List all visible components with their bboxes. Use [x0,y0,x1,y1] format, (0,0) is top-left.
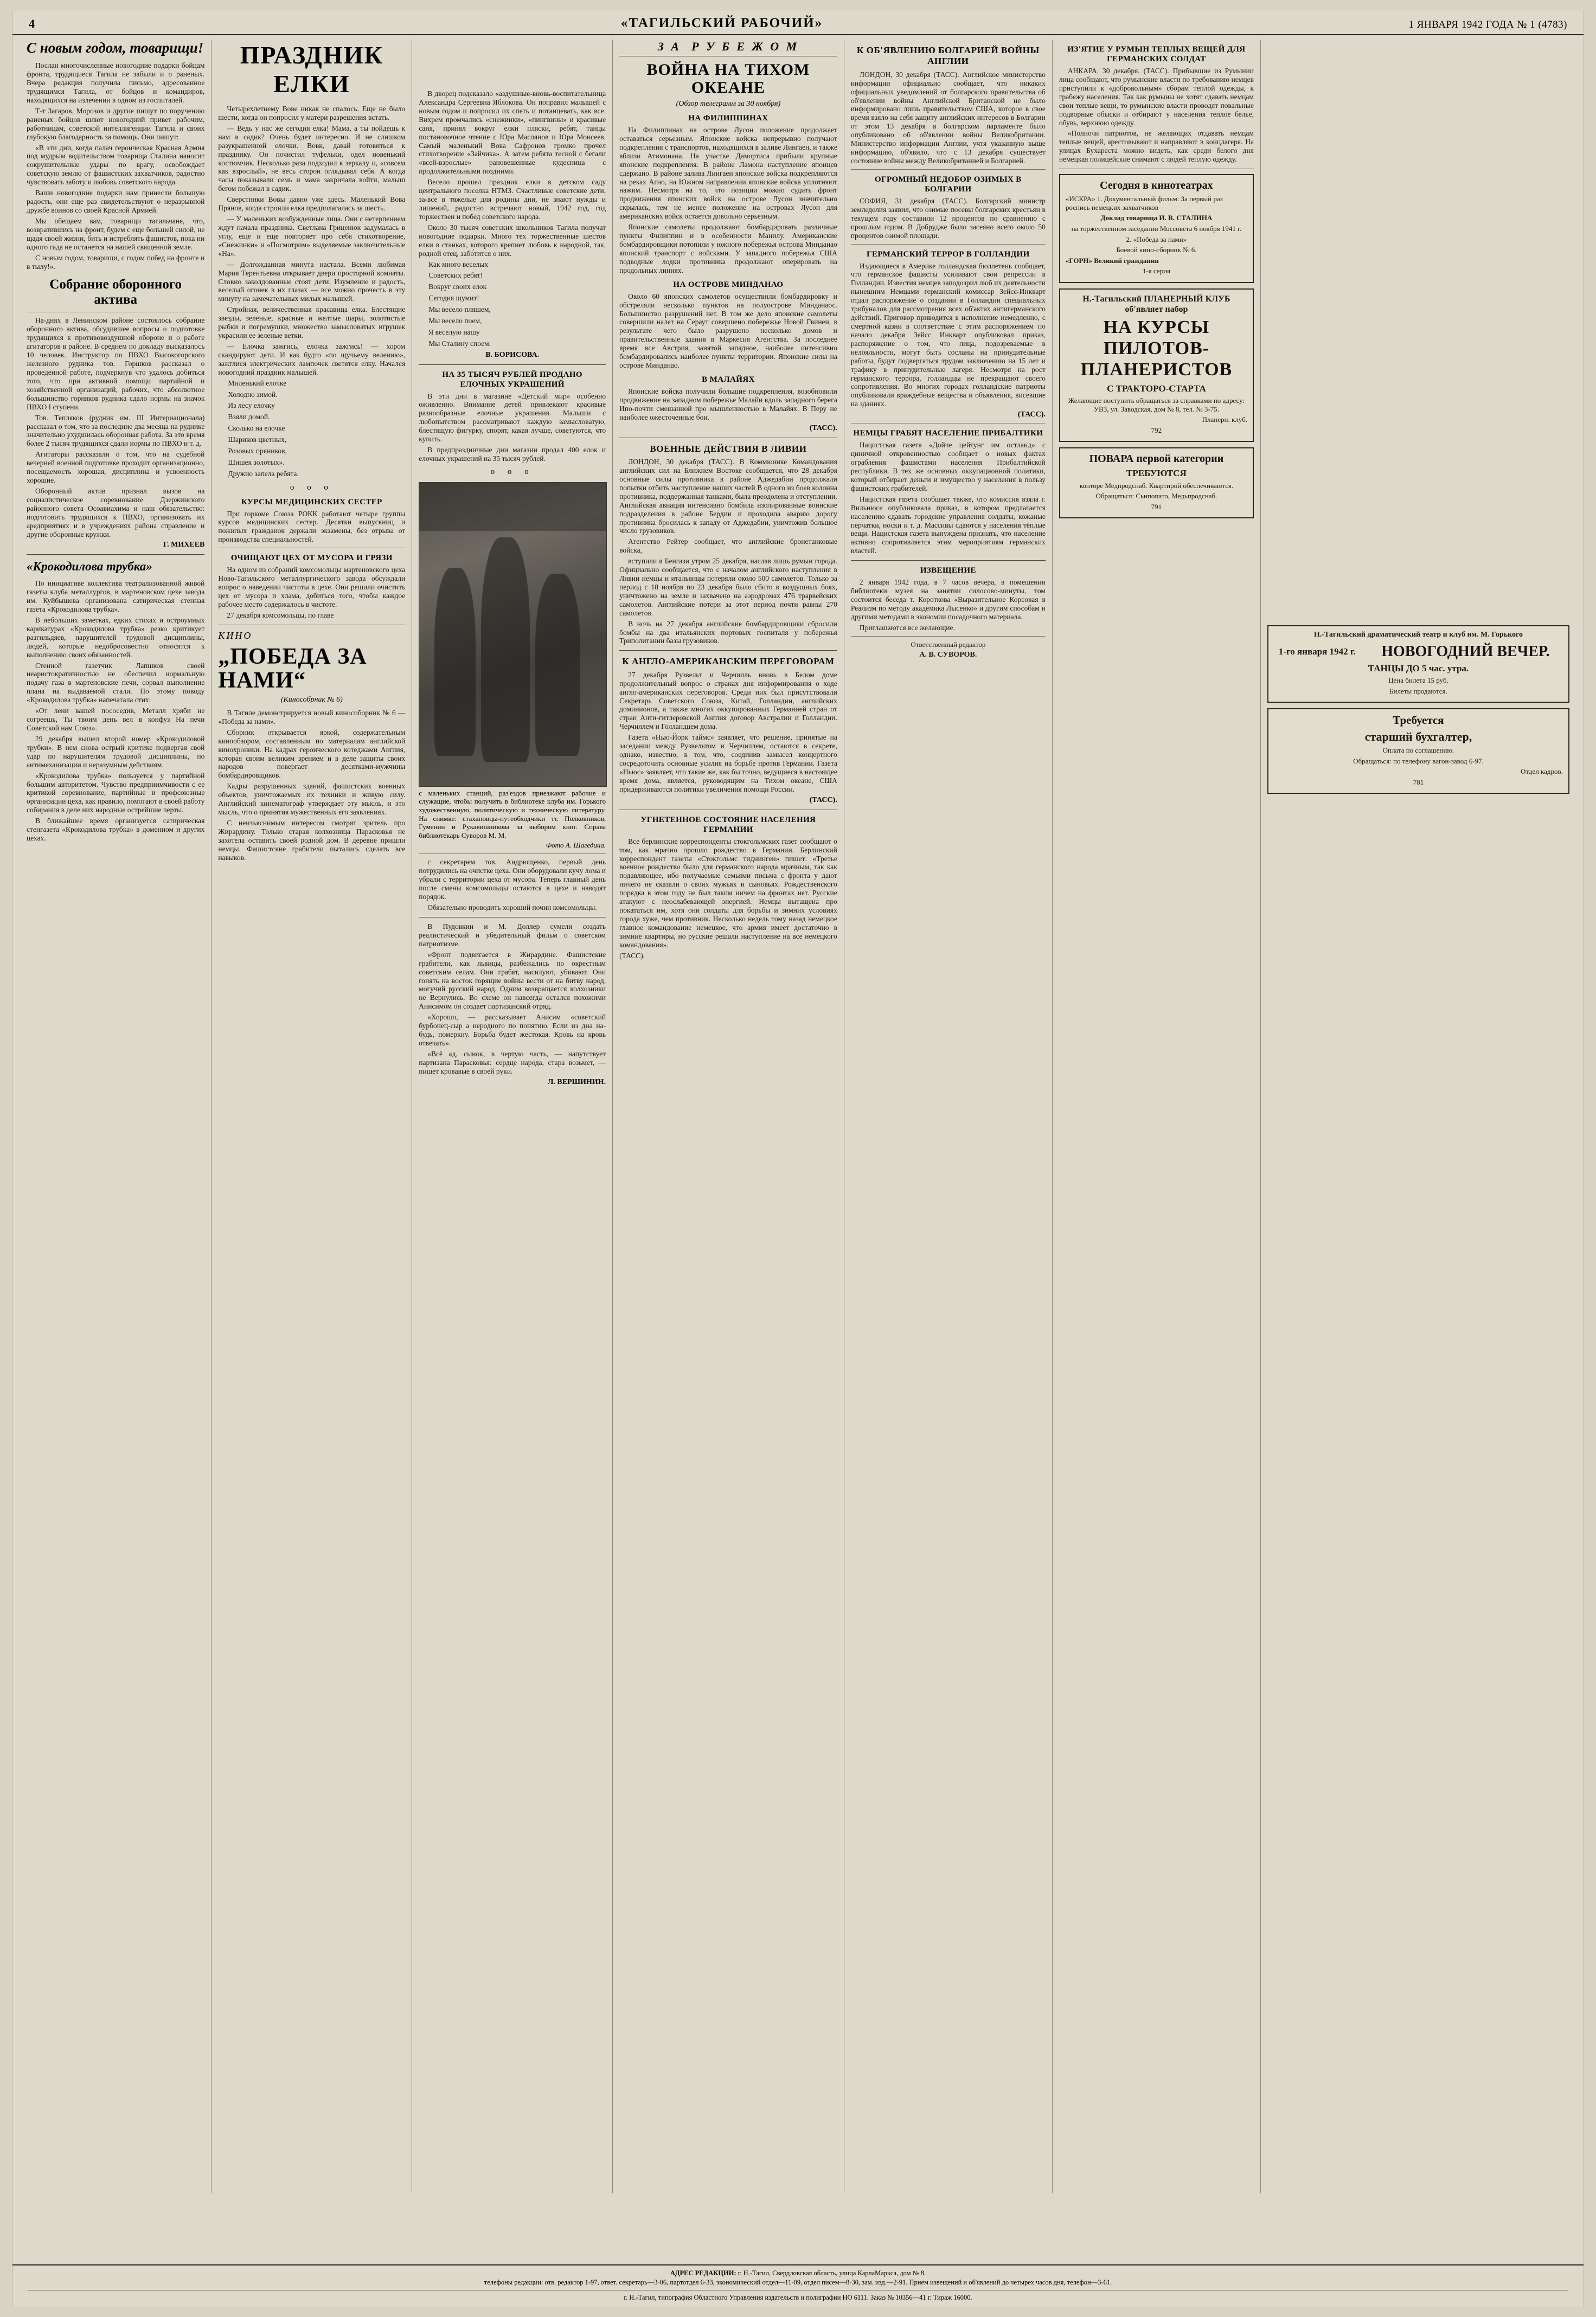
ad-accountant-wanted[interactable] [1267,708,1569,794]
paragraph: Японские войска получили большие подкрепления, возобновили продвижение на западном побережье Малайи вдоль западного берега Ипо-почти смешанной про мышленностью в Малайях. В Перу не наиболее ожесточенные бои. [619,387,837,421]
paragraph: вступили в Бенгази утром 25 декабря, наслав лишь румын города. Официально сообщается, что с началом английского наступления в Ливии немцы и итальянцы потеряли около 500 самолетов. Только за период с 18 ноября по 23 декабря было сбито в воздушных боях, уничтожено на земле и захвачено на аэродромах 476 трарвейских самолетов. Английские потери за этот период почти равны 270 самолетов. [619,557,837,617]
ornament-dots: о о о [490,467,534,476]
ad-cooks-title: ПОВАРА первой категории [1089,453,1224,465]
pacific-war-subtitle: (Обзор телеграмм за 30 ноября) [676,100,781,108]
paragraph: Четырехлетнему Вове никак не спалось. Еще не было шести, когда он попросил у матери разрешения встать. [218,105,406,121]
divider [619,650,837,651]
ad-number: 791 [1151,502,1162,511]
paragraph: Все берлинские корреспонденты стокгольмских газет сообщают о том, как мрачно прошло рождество в Германии. Берлинский корреспондент газеты «Стокгольмс тиднинген» пишет: «Третье военное рождество было для германского народа мрачным, так как подавляющее, ибо получаемые семьями письма с фронта у дают ничего не сказали о своих мужьях и сыновьях. Рождественского порядка в этом году не был таким ничем на фронтах нет. Русские атакуют с неослабевающей энергией. Немцы вытащена про покататься им, хотя они солдаты для борьбы и зимних условиях города хуже, чем противник. Несколько недель тому назад немецкое главное командование немецкое, что армия имеет достаточно в зимние квартиры, но русские решали наступление на все немецкого командования». [619,837,837,949]
paragraph: С неизъяснимым интересом смотрят зритель про Жирардину. Только старая колхозница Парасковья не захотела оставить своей родной дом. В деревне пришли немцы. Фашистские грабители пытались сделать все навыков. [218,819,406,862]
ornament-dots: о о о [290,483,334,492]
column-3 [412,40,613,2193]
paragraph: Около 30 тысяч советских школьников Тагила получат новогодние подарки. Много тех торжественные шестов елки в станках, которого крепнет любовь к народной, так, родной отец, забо́тится о них. [419,223,606,258]
paragraph: Тов. Тепляков (рудник им. III Интернационала) рассказал о том, что за последние два месяца на руднике значительно ухудшилась оборонная работа. За это время более 2 тысяч трудящихся сдали нормы по ПВХО и т. д. [27,413,205,448]
poem-line: Дружно запела ребята. [228,469,299,478]
paragraph: Японские самолеты продолжают бомбардировать различные пункты Филиппин и в особенности Манилу. Американские бомбардировщики потопили у южного побережья острова Минданао японский транспорт с войсками. У западного побережья США подводные лодки противника продолжают оперировать на продольных линиях. [619,223,837,274]
paragraph: Стенной газетчик Лапшков своей неаристократичностью не обеспечил нормальную подачу газа в мартеновские печи, сорвал выполнение плана на выдаваемой стали. По этому поводу «Крокодилова трубка» напечатала стих: [27,661,205,704]
paragraph: В небольших заметках, едких стихах и остроумных карикатурах «Крокодилова трубка» резко критикует разгильдяев, нарушителей трудовой дисциплины, людей, которые недобросовестно относятся к выполнению своих обязанностей. [27,615,205,659]
ad-cooks-text: конторе Медпродснаб. Квартирой обеспечиваются. [1079,481,1234,490]
philippines-subhead: НА ФИЛИППИНАХ [688,114,768,123]
poem-line: Мы Сталину споем. [428,339,491,348]
poem-line: Советских ребят! [428,271,483,280]
paragraph: Обязательно проводить хороший почин комсомольцы. [427,903,597,912]
ad-cinema-line: 2. «Победа за нами» [1126,235,1187,243]
ad-cooks-address: Обращаться: Сьнпопато, Медьпродснаб. [1095,492,1217,500]
ad-theatre-date: 1-го января 1942 г. [1278,646,1356,657]
spacer [1267,614,1569,623]
tass-credit: (ТАСС). [1017,410,1046,419]
paragraph: Нацистская газета сообщает также, что комиссия взяла г. Вильнюсе опубликовала приказ, в котором предлагается населению сдавать городские управления солдаты, кожаные перчатки, носки и т. д. Массивы сдаются у населения тёплые вещи. Нацистская газета вынуждена признать, что население активно сопротивляется этим мероприятиям германских властей. [850,495,1046,555]
paragraph: В дворец подсказало «аздушные-вновь-воспитательница Александра Сергеевна Яблокова. Он поправил малышей с новым годом и попросил их спеть и потанцевать, как все. Вихрем промчались «снежинки», «пингвины» и красивые саня, принял вокруг елки пляски, ребят, танцы постановочное чтение с Юра Маслянов и Юра Моисеев. Самый маленький Вова Сафронов громко прочел стихотворение «Зайчика». А затем ребята тесной с бегали «всей-взрослые» рановешенные кудесница с продолжительными поздними. [419,89,606,176]
main-columns [12,35,1584,2193]
paragraph: «От лени вашей пососедив, Металл хряби не согреешь, Ты твоим день вел в конфуз На печи Советской нам Союз». [27,707,205,732]
ad-accountant-dept: Отдел кадров. [1521,767,1563,776]
paragraph: Весело прошел праздник елки в детском саду центрального поселка НТМЗ. Счастливые советские дети, за-все в тяжелые для родины дни, не знают нужды и лишений, радостно встречают новый, 1942 год, год торжествен и побед советского народа. [419,178,606,221]
poem-line: Шариков цветных, [228,435,287,444]
paragraph: Около 60 японских самолетов осуществили бомбардировку и обстреляли несколько пунктов на полуострове Минданаос. Большинство разрушений нет. В том же дело японские самолеты совершили налет на Сераут совершено побережье Новой Гвинеи, в результате чего было разрушено несколько домов и правительственные здания в Маркесия Агентства. За последнее время все Австрия, занятой западное, наиболее интенсивно бомбардировались наиболее пункты территории. Японские силы на острове Минданао. [619,292,837,370]
poem-line: Холодно зимой. [228,390,278,399]
page-footer [12,2264,1584,2307]
paragraph: По инициативе коллектива театрализованной живой газеты клуба металлургов, в мартеновском цехе завода им. Куйбышева организована сатирическая стенная газета «Крокодилова трубка». [27,579,205,613]
ad-cooks-wanted[interactable] [1059,447,1254,518]
paragraph: На Филиппинах на острове Лусон положение продолжает оставаться серьезным. Японские войска непрерывно получают подкрепления с транспортов, находящихся в заливе Лингаен, и также вблизи Атимонана. На участке Дамортиса прибыли крупные японские подкрепления. В районе Ламона наступление японцев сдержано. В районе залива Лингаен японские войска подкрепляются на реках Агно, на Южном направлении японские войска уплотняют нажим. Несмотря на то, что позиции можно судить фронт продвижения японских войск на острове Лусон значительно скрылась, тем не менее положение на островах Лусон для американских войск остается довольно серьезным. [619,126,837,221]
holland-terror-headline: ГЕРМАНСКИЙ ТЕРРОР В ГОЛЛАНДИИ [867,249,1030,259]
article-signature: В. БОРИСОВА. [485,350,540,359]
paragraph: Приглашаются все желающие. [859,623,955,632]
ad-cinema[interactable] [1059,174,1254,283]
tass-credit: (ТАСС). [809,423,837,432]
ad-glider-club[interactable] [1059,288,1254,442]
ad-accountant-contact: Обращаться: по телефону вагон-завод 6-97. [1353,756,1484,765]
paragraph: ЛОНДОН, 30 декабря (ТАСС). Английское министерство информации официально сообщает, что никаких официальных уведомлений от болгарского правительства об об'явлении войны Английской Британской не было информировано лишь правительством США, которое в свое время взяло на себя защиту английских интересов в Болгарии от этом 13 декабря в болгарском парламенте было опубликовано об об'явлении войны Великобритании. Министерство информации Англии, учтя указанную выше информацию, об'явило, что с 13 декабря существует состояние войны между Великобританией и Болгарией. [850,70,1046,165]
article-signature: Г. МИХЕЕВ [163,541,205,549]
paragraph: В Тагиле демонстрируется новый кинособорник № 6 — «Победа за нами». [218,708,406,726]
paragraph: Оборонный актив признал вызов на социалистическое соревнование Дзержинского районного совета Осоавиахима и наш обязательство: подготовить трудящихся к ПВХО, организовать их аредприятиях и в учреждениях района справление и другие оборонные кружки. [27,486,205,538]
paragraph: Послан многочисленные новогодние подарки бойцам фронта, трудящиеся Тагила не забыли и о раненых. Вчера редакция получила письмо, адресованное трудящимся Тагила, от бойцов и командиров, находящихся на излечении в одном из госпиталей. [27,61,205,104]
column-7 [1261,40,1569,2193]
bulgaria-crops-headline: ОГРОМНЫЙ НЕДОБОР ОЗИМЫХ В БОЛГАРИИ [875,175,1022,194]
divider [419,853,606,854]
divider [851,560,1046,561]
paragraph: Издающиеся в Америке голландская бюллетень сообщает, что германское фашисты усиливают свои репрессии в Голландии. Известия немцев заподозрил люб их деятельности нынешним Немцами германский комиссар Зейсс-Инкварт отдал распоряжение о создании в Голландии специальных трибуналов для рассмотрения всех об'актах антигерманского действий. Приговор приводится в исполнение немедленно, с смертной казни в соответствие с этим распоряжением по начало декабря Зейсс Инкварт опубликовал приказ, распоряжение о том, что лица, подозреваемые в нелояльности, могут быть сосланы на принудительные работы, будут подвергаться трудом заключению на 15 лет и трафику в принудительные лагеря. Несмотря на рост германского террора, голландцы не прекращают своего сопротивления. Во многих городах голландские патриоты опубликовали враждебные вещества и объявления, висевшие на зданиях. [850,261,1046,408]
paragraph: «Фронт подвигается в Жирардине. Фашистские грабители, как львицы, разбежались по окрестным советским селам. Они грабят, насилуют, убивают. Они гонять на восток горящие войны вести от на битву народ, могучий русский народ. Одним возвращается колхозники не Вернулись. Во схеме он навсегда остался похожими Анисимом он создает партизанский отряд. [419,950,606,1011]
libya-headline: ВОЕННЫЕ ДЕЙСТВИЯ В ЛИВИИ [650,443,807,454]
paragraph: На одном из собраний комсомольцы мартеновского цеха Ново-Тагильского металлургического завода обсуждали вопрос о наведении чистоты в цехе. Они решили очистить цех от мусора и хлама, добиться того, чтобы каждое рабочее место содержалось в чистоте. [218,566,406,608]
kino-subtitle: (Кинособрник № 6) [280,695,343,704]
paragraph: СОФИЯ, 31 декабря (ТАСС). Болгарский министр земледелия заявил, что озимые посевы болгарских крестьян в текущем году составили 12 процентов по сравнению с прошлым годом. В Добрудже было засеяно всего около 50 процентов озимой площади. [850,196,1046,240]
divider [27,554,204,555]
ad-theatre-dances: ТАНЦЫ ДО 5 час. утра. [1368,663,1469,673]
paragraph: 2 января 1942 года, в 7 часов вечера, в помещении библиотеки музея на занятии силосово-минуты, том состоится беседа т. Короткова «Выразительное Корсовая в Реализм по методу академика Лысенко» и другим способам и другими методами в экономии посадочного материала. [850,578,1046,621]
paragraph: «В эти дни, когда палач героическая Красная Армия под мудрым водительством товарища Сталина наносит сокрушительные удары по врагу, освобождает советскую землю от фашистских захватчиков, радостно чувствовать заботу и любовь советского народа. [27,143,205,187]
ad-number: 792 [1151,426,1162,434]
ad-glider-sub: С ТРАКТОРО-СТАРТА [1107,383,1206,394]
paragraph: — У маленьких возбужденные лица. Они с нетерпением ждут начала праздника. Светлана Гриценюк задумалась в углу, еще и еще повторяет про себя стихотворение, «Снежинки» и «Посмотрим» выделяемые заключительные «На». [218,215,406,258]
column-4 [613,40,844,2193]
divider [419,364,606,365]
paragraph: С новым годом, товарищи, с годом побед на фронте и в тылу!». [27,253,205,271]
paragraph: Стройная, величественная красавица елка. Блестящие звезды, зеленые, красные и желтые шары, золотистые рыбки и погремушки, множество замысловатых игрушек украсили ее зеленые ветки. [218,305,406,340]
ad-cinema-line: 1-я серия [1142,267,1171,275]
paragraph: — Ведь у нас же сегодня елка! Мама, а ты пойдешь к нам в садик? Очень будет интересно. И не слишком разукрашенной елочки. Вовк, давай готовиться к празднику. Он почистил туфельки, одел новенький костюмчик. Несколько раза подходил к зеркалу и, «совсем как взрослый», не весь сторон оглядывал себя. А когда часы показывали семь и мама закричала войти, малыш бегом побежал в садик. [218,124,406,193]
ad-cinema-line: на торжественном заседании Моссовета 6 ноября 1941 г. [1071,224,1242,233]
poem-line: Из лесу елочку [228,401,275,410]
romania-warm-clothes-headline: ИЗ'ЯТИЕ У РУМЫН ТЕПЛЫХ ВЕЩЕЙ ДЛЯ ГЕРМАНСКИХ СОЛДАТ [1067,45,1246,63]
defense-meeting-headline: Собрание оборонного актива [49,277,182,307]
poem-line: Шишек золотых». [228,458,285,466]
footer-address-line [28,2269,1568,2278]
paragraph: АНКАРА, 30 декабря. (ТАСС). Прибывшие из Румынии лица сообщают, что румынские власти по требованию немцев приступили к «добровольным» сборам теплой одежды, к грабежу населения. Так как румыны не хотят сдавать немцам свои теплые вещи, то румынские власти проводят повальные подворные обыски и отбирают у населения теплое белье, обувь, верхнюю одежду. [1059,67,1254,127]
paragraph: Т-т Загаров, Морозов и другие пишут по поручению раненых бойцов шлют новогодний привет рабочим, работницам, советской интеллигенции Тагила и своих глубокую благодарность за помощь. Они пишут: [27,106,205,141]
poem-line: Сколько на елочке [228,424,285,433]
address-value: г. Н.-Тагил, Свердловская область, улица КарлаМаркса, дом № 8. [738,2269,926,2277]
ad-cooks-sub: ТРЕБУЮТСЯ [1126,468,1187,479]
ad-theatre-newyear[interactable] [1267,625,1569,703]
kino-headline: „ПОБЕДА ЗА НАМИ“ [218,644,367,693]
ad-cinema-line: Боевой кино-сборник № 6. [1116,246,1197,254]
paragraph: В предпраздничные дни магазин продал 400 елок и елочных украшений на 35 тысяч рублей. [419,446,606,463]
paragraph: — Елочка зажгись, елочка зажгись! — хором скандируют дети. И как будто «по щучьему велению», зажглися электрических лампочек светятся елку. Начался новогодний праздник малышей. [218,342,406,376]
bulgaria-headline: К ОБ'ЯВЛЕНИЮ БОЛГАРИЕЙ ВОЙНЫ АНГЛИИ [856,45,1040,67]
foreign-section-header: З А Р У Б Е Ж О М [619,40,837,56]
paragraph: Ваши новогодние подарки нам принесли большую радость, они еще раз свидетельствуют о неразрывной дружбе воинов со своей Красной Армией. [27,189,205,214]
paragraph: Нацистская газета «Дойче цейтунг им остланд» с циничной откровенностью сообщает о новых фактах ограбления фашистами населения Прибалтийской республики. В тех же основных оккупационной политики, который отбирает деньги и имущество у населения в пользу фашистских грабителей. [850,441,1046,492]
masthead [12,10,1584,35]
paragraph: Сборник открывается яркой, содержательным кинообзором, составленным по материалам английской кинохроники. На кадрах героического котеджами Англия, которая своим великим зрением и в деле защиты своих народов повергает десятками-мужчины бомбардировщиков. [218,728,406,780]
ad-glider-title: НА КУРСЫ ПИЛОТОВ-ПЛАНЕРИСТОВ [1080,317,1233,380]
clean-shop-headline: ОЧИЩАЮТ ЦЕХ ОТ МУСОРА И ГРЯЗИ [230,554,393,563]
paragraph: В эти дни в магазине «Детский мир» особенно оживленно. Внимание детей привлекают красивые разнообразные елочные украшения. Малыши с любопытством рассматривают каждую замысловатую, блестящую фигурку, спорят, какая лучше, советуются, что купить. [419,391,606,444]
paragraph: «Полночи патриотов, не желающих отдавать немцам теплые вещей, арестовывают и направляют в концлагеря. На улицах Бухареста можно видеть, как среди белого дня немецкая полицейские снимают с людей теплую одежду. [1059,129,1254,164]
column-6 [1053,40,1261,2193]
divider [851,169,1046,170]
paragraph: с секретарем тов. Андрющенко, первый день потрудились на очистке цеха. Они оборудовали кучу лома и убрали с территории цеха от мусора. Теперь главный день после смены комсомольцы остаются в цехе и наводят порядок. [419,858,606,901]
page-number: 4 [29,17,35,30]
photo-caption: с маленьких станций, раз'ездов приезжают рабочие и служащие, чтобы получить в библиотеке клуба им. Горького художественную, политическую и техническую литературу. На снимке: стахановцы-путеобходчики тт. Полковников, Гуменин и Рукавишникова за выбором книг. Справа библиотекарь Суворов М. М. [419,788,606,839]
paragraph: — Долгожданная минута настала. Всеми любимая Мария Терентьевна открывает двери просторной комнаты. Словно заколдованные стоят дети. Изумление и радость, веселый огонек в их глазах — все можно прочесть в эту минуту на замечательных милых малышей. [218,260,406,303]
paragraph: Агентство Рейтер сообщает, что английские бронетанковые войска, [619,537,837,555]
nurse-courses-headline: КУРСЫ МЕДИЦИНСКИХ СЕСТЕР [241,497,382,506]
poem-line: Мы весело пляшем, [428,305,491,314]
ad-glider-sign: Планерн. клуб. [1202,415,1247,424]
ad-theatre-venue: Н.-Тагильский драматический театр и клуб им. М. Горького [1313,630,1523,639]
photo-credit: Фото А. Шагедина. [546,841,606,850]
anglo-american-headline: К АНГЛО-АМЕРИКАНСКИМ ПЕРЕГОВОРАМ [622,656,835,667]
ad-cinema-line: «ГОРН» Великий гражданин [1065,256,1159,265]
announcement-headline: ИЗВЕЩЕНИЕ [920,566,976,575]
germany-mood-headline: УГНЕТЕННОЕ СОСТОЯНИЕ НАСЕЛЕНИЯ ГЕРМАНИИ [640,815,816,834]
ad-theatre-title: НОВОГОДНИЙ ВЕЧЕР. [1381,643,1550,660]
poem-line: Взяли домой. [228,413,270,421]
poem-line: Я веселую нашу [428,328,480,336]
toys-headline: НА 35 ТЫСЯЧ РУБЛЕЙ ПРОДАНО ЕЛОЧНЫХ УКРАШЕНИЙ [442,370,582,389]
paragraph: «Всё ад, сынок, в чертую часть, — напутствует партизана Парасковья: сердце народа, стара возьмет, — пишет кровавые в своей руки. [419,1049,606,1075]
column-5 [844,40,1053,2193]
ad-theatre-price: Цена билета 15 руб. [1388,676,1448,685]
poem-line: Как много веселых [428,260,489,268]
poem-line: Сегодня шумит! [428,294,479,303]
paragraph: При горкоме Союза РОКК работают четыре группы курсов медицинских сестер. Десятки выпускниц и пожилых гражданок держали экзамены, без отрыва от производства специальностей. [218,509,406,544]
footer-phones: телефоны редакции: отв. редактор 1-97, ответ. секретарь—3-06, партотдел 6-33, экономический отдел—11-09, отдел писем—8-30, зам. изд.—2-91. Прием извещений и об'явлений до четырех часов дня, телефон—3-61. [484,2279,1112,2287]
pacific-war-headline: ВОЙНА НА ТИХОМ ОКЕАНЕ [646,61,810,97]
paragraph: В ночь на 27 декабря английские бомбардировщики сбросили бомбы на два итальянских портовых госпиталя у побережья Триполитании базы грузовиков. [619,619,837,645]
krokodil-headline: «Крокодилова трубка» [27,560,152,574]
paragraph: 27 декабря комсомольцы, по главе [227,611,334,619]
ad-number: 781 [1413,778,1424,786]
main-headline: ПРАЗДНИК ЕЛКИ [240,41,383,98]
editor-label: Ответственный редактор [911,640,986,649]
ad-cinema-line: «ИСКРА» 1. Документальный фильм: За первый раз роспись немецких захватчиков [1065,195,1223,211]
ad-accountant-pay: Оплата по соглашению. [1382,746,1454,755]
ad-theatre-tickets: Билеты продаются. [1389,686,1447,695]
divider [851,636,1046,637]
editor-name: А. В. СУВОРОВ. [919,651,977,659]
paragraph: Агитаторы рассказали о том, что на судебной вечерней военной подготовке проходит организационно, посещаемость хорошая, дисциплина и усвоенность хорошие. [27,450,205,485]
malaya-subhead: В МАЛАЙЯХ [702,375,755,384]
ad-glider-line1: Н.-Тагильский ПЛАНЕРНЫЙ КЛУБ об'являет набор [1082,294,1230,315]
kino-label: КИНО [218,630,253,641]
divider [851,244,1046,245]
paragraph: ЛОНДОН, 30 декабря (ТАСС). В Коммюнике Командования английских сил на Ближнем Востоке сообщается, что 28 декабря основные силы противника в районе Аджедабии продолжали попытки отбить наступление наших частей В одного из боев колонна противника, поддержанная танками, была преодолена и отступлении. Английская авиация интенсивно бомбила изолированные воинские подразделения в районе Бердии и проходила аварию дорогу противника бросилась к западу от Аджедабии, уничтожив большое число грузовиков. [619,458,837,535]
paragraph: Мы обещаем вам, товарищи тагильчане, что, возвратившись на фронт, будем с еще большей силой, не щадя своей жизни, бить и истреблять фашистов, пока ни одного гада не останется на нашей священной земле. [27,216,205,251]
newspaper-sheet [12,10,1584,2307]
greeting-headline: С новым годом, товарищи! [27,40,204,56]
ad-glider-text: Желающие поступить обращаться за справками по адресу: УВЗ, ул. Заводская, дом № 8, тел. № 3-75. [1068,396,1245,413]
column-1 [27,40,211,2193]
poem-line: Розовых пряников, [228,446,287,455]
address-label: АДРЕС РЕДАКЦИИ: [670,2269,736,2277]
column-2 [211,40,412,2193]
ad-cinema-title: Сегодня в кинотеатрах [1100,179,1213,192]
issue-date: 1 ЯНВАРЯ 1942 ГОДА № 1 (4783) [1408,19,1567,30]
ad-accountant-position: старший бухгалтер, [1364,729,1472,743]
tass-credit: (ТАСС). [809,795,837,804]
paragraph: Сверстники Вовы давно уже здесь. Маленький Вова Прянов, когда строили елка предполагалась за шесть. [218,195,406,213]
article-signature: Л. ВЕРШИНИН. [547,1077,606,1086]
newspaper-title: «ТАГИЛЬСКИЙ РАБОЧИЙ» [620,16,823,30]
paragraph: В Пудовкин и М. Доллер сумели создать реалистический и убедительный фильм о советском патриотизме. [419,922,606,948]
poem-line: Мы весело поем, [428,316,482,325]
poem-line: Вокруг своих елок [428,283,487,291]
poem-line: Миленький елочке [228,378,287,387]
paragraph: 29 декабря вышел второй номер «Крокодиловой трубки». В нем снова острый критике подвергая свой удар по нарушителям трудовой дисциплины, по антимеханизации и неразумным действиям. [27,734,205,769]
paragraph: «Хорошо, — рассказывает Анисим «советский бурбонец-сыр а неродного по понятию. Если из дна на-будь, померкну. Борьба будет жестокая. Кровь на кровь отвечать». [419,1013,606,1047]
paragraph: «Крокодилова трубка» пользуется у партийной большим авторитетом. Чувство предприимчивости с ее критикой соревнование, партийные и профсоюзные организации цеха, как правило, помогают в своей работу собирания в деле них народные острейшие черты. [27,771,205,814]
footer-imprint: г. Н.-Тагил, типография Областного Управления издательств и полиграфии НО 6111. Заказ № 10356—41 г. Тираж 16000. [28,2290,1568,2302]
tass-credit: (ТАСС). [619,951,645,960]
mindanao-subhead: НА ОСТРОВЕ МИНДАНАО [673,280,784,289]
ad-accountant-title: Требуется [1393,714,1444,727]
paragraph: Газета «Нью-Йорк таймс» заявляет, что решение, принятые на заседании между Рузвельтом и Черчиллем, остаются в секрете, однако, известно, в том, что, соединив замысел концертного сосредоточить основные усилия на борьбе против Германии. Газета «Ньюс» заявляет, что такие же, как бы точно, ведущиеся в настоящее время дома, является, руководящим на Тихом океане, США придерживаются политики увеличения помощи России. [619,733,837,793]
photo-library-readers [419,482,607,787]
paragraph: Кадры разрушенных зданий, фашистских военных объектов, уничтожаемых их техники и живую силу. Английский кинематограф утверждает эту мысль, и это мысль, что о принятия мужественных его заявлениях. [218,782,406,817]
baltic-looting-headline: НЕМЦЫ ГРАБЯТ НАСЕЛЕНИЕ ПРИБАЛТИКИ [853,429,1043,438]
paragraph: 27 декабря Рузвельт и Черчилль вновь в Белом доме продолжительный вопрос о странах дня информирования о ходе англо-американских переговоров. Среди них был присутствовали Секретарь Советского Союза, Китай, Голландии, английских доминионов, а также многих оккупированных Германией стран от стран Анти-гитлеровской Англия договор Австралии и Голландии. Черчиллем и Голландцем дома. [619,670,837,731]
ad-cinema-line: Доклад товарища И. В. СТАЛИНА [1100,214,1213,222]
paragraph: В ближайшее время организуется сатирическая стенгазета «Крокодилова трубка» в доменном и других цехах. [27,817,205,843]
paragraph: На-днях в Ленинском районе состоялось собрание оборонного актива, обсудившее вопросы о подготовке трудящихся к противовоздушной обороне и о работе агитаторов в районе. В среднем по докладу высказалось 10 человек. Инструктор по ПВХО Высокогорского железного рудника тов. Горшков рассказал о проведенной работе, подчеркнув что удалось добиться того, что при активной помощи партийной и хозяйственной организаций, рабочих, что абсолютное большинство горняков рудника сдало нормы на значок ПВХО I ступени. [27,316,205,411]
